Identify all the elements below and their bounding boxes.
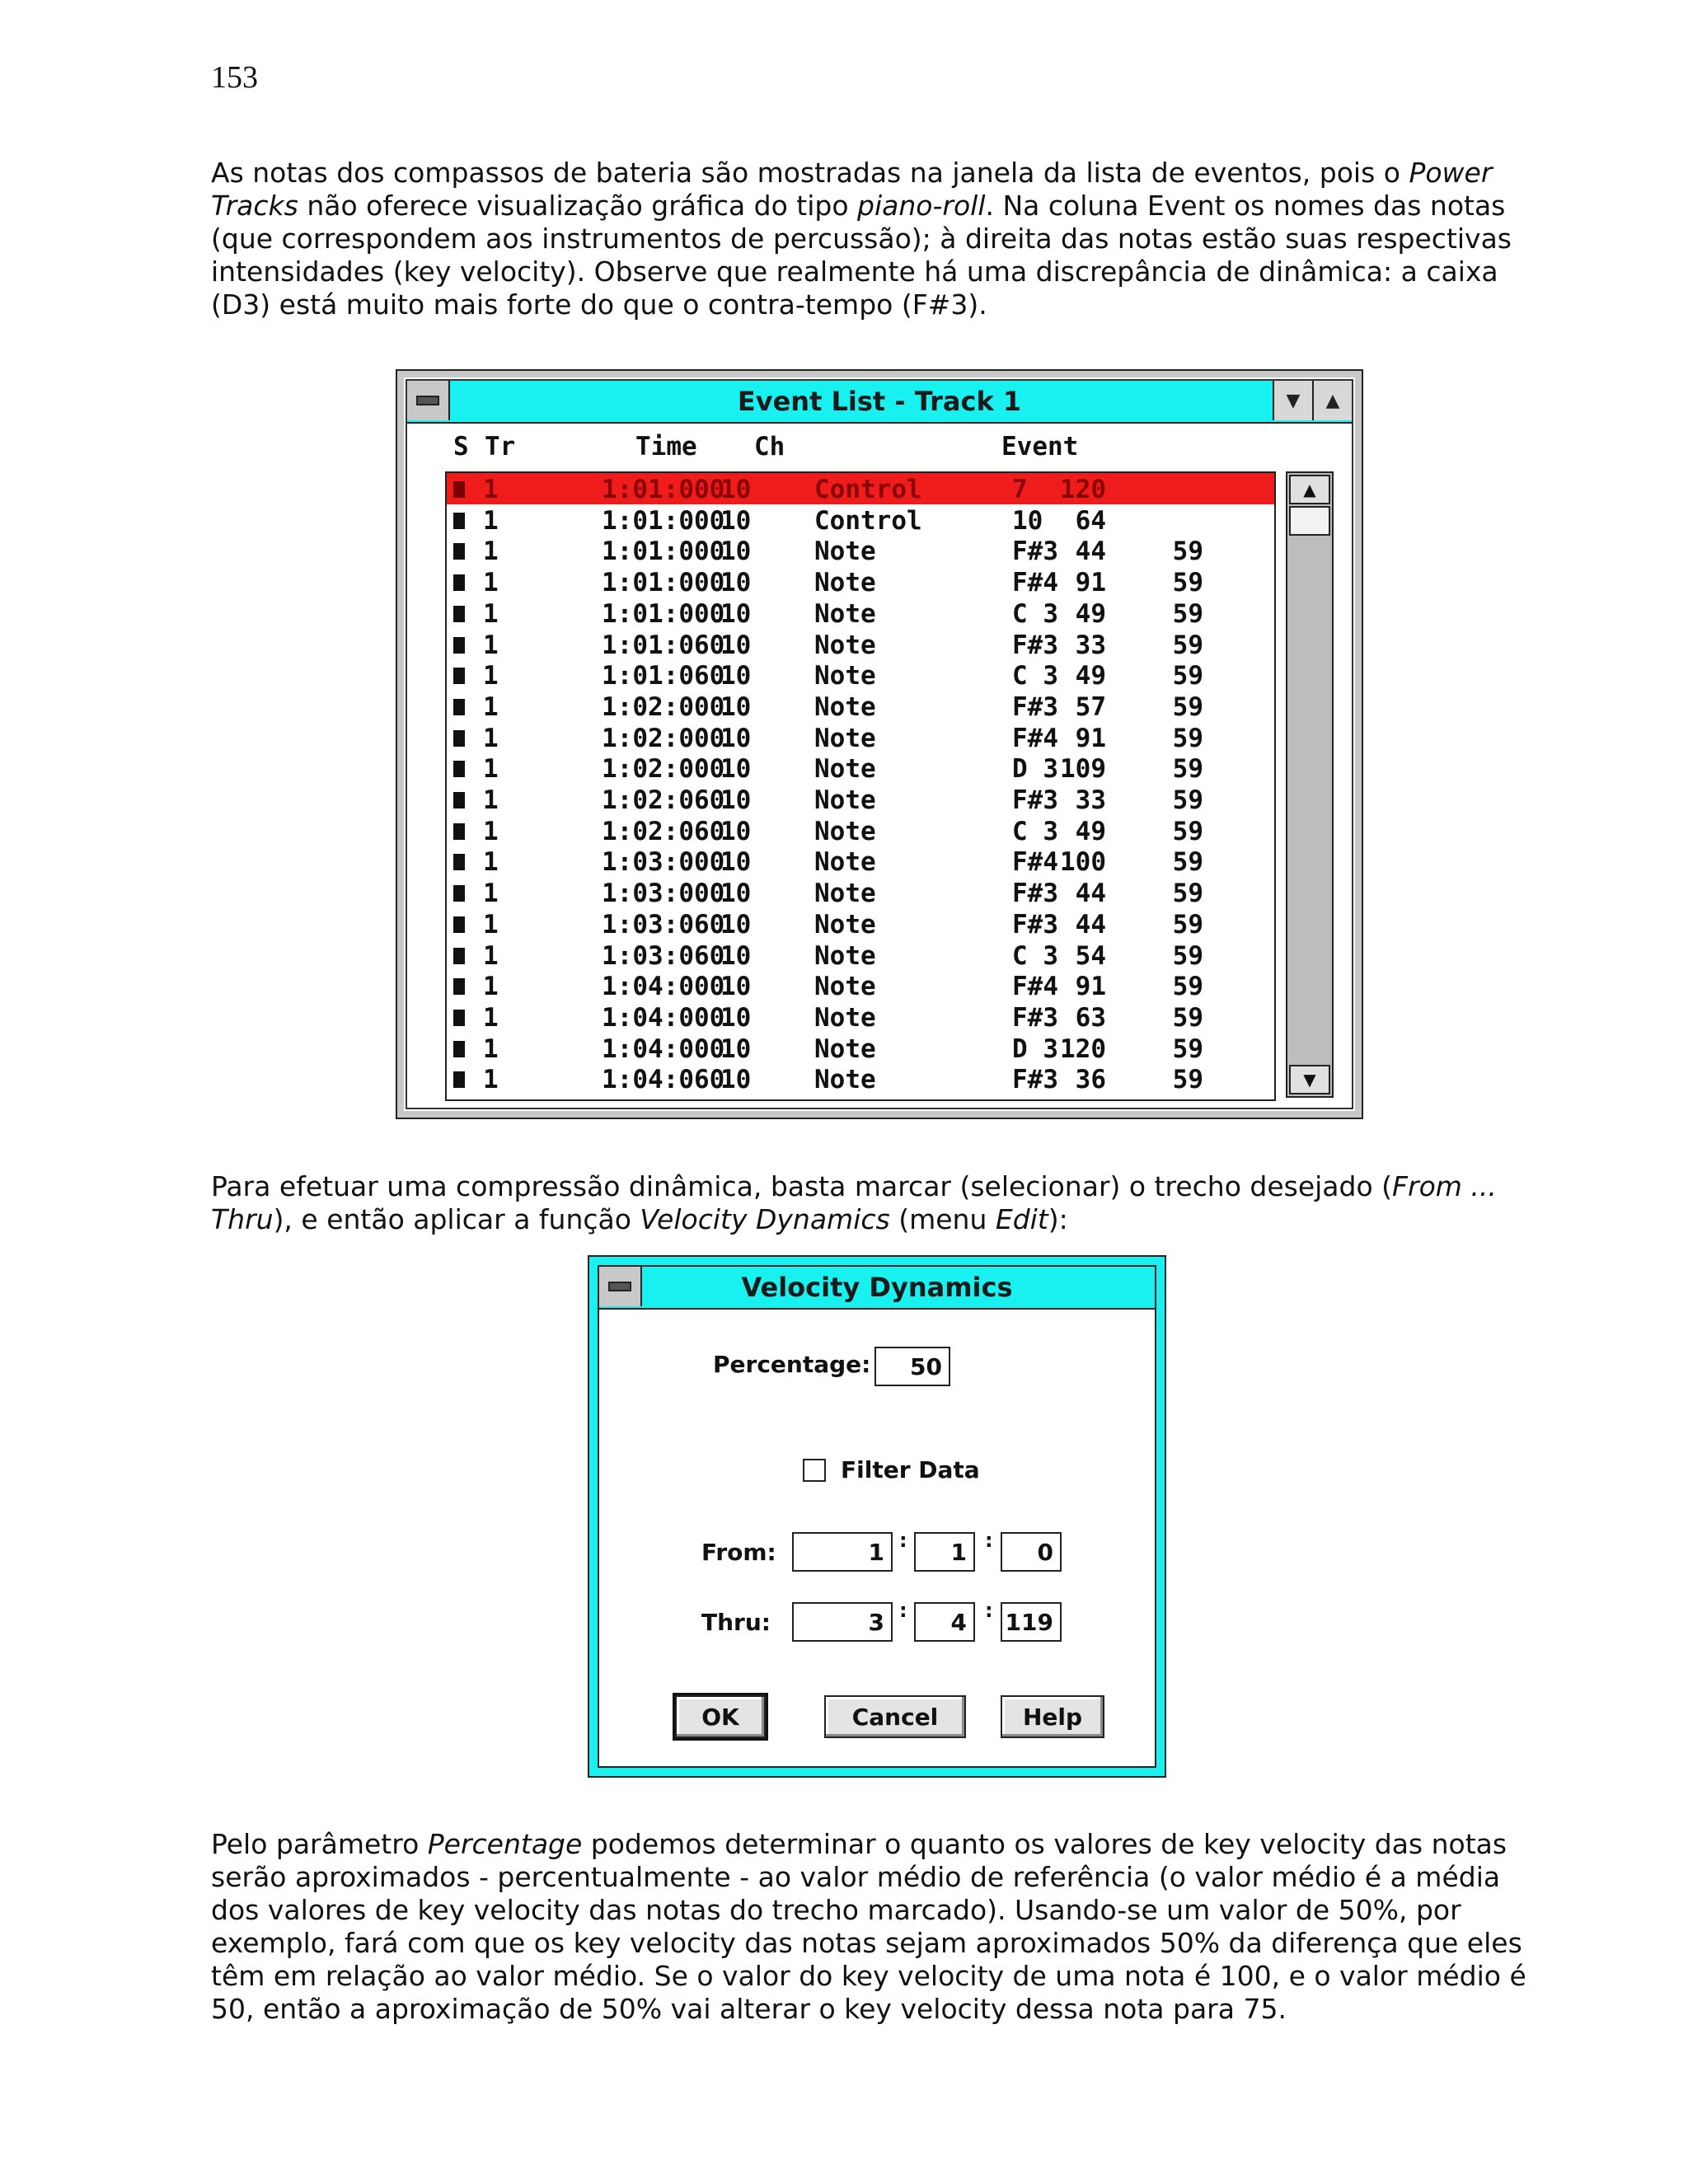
event-cell-time: 1:01:000 [602, 475, 725, 504]
dialog-system-menu-button[interactable] [599, 1267, 642, 1306]
event-cell-time: 1:02:060 [602, 785, 725, 815]
arrow-up-icon: ▲ [1303, 480, 1316, 499]
event-cell-c: 59 [1172, 879, 1203, 909]
separator: : [899, 1599, 907, 1622]
vertical-scrollbar[interactable] [1286, 471, 1334, 1098]
system-menu-icon [608, 1282, 631, 1291]
event-cell-type: Note [814, 1002, 876, 1033]
event-cell-b: 49 [1075, 598, 1106, 629]
event-cell-a: C 3 [1012, 940, 1058, 971]
event-cell-type: Note [814, 537, 876, 567]
event-cell-type: Note [814, 598, 876, 629]
event-cell-tr: 1 [483, 847, 499, 878]
event-cell-ch: 10 [720, 754, 752, 785]
event-cell-tr: 1 [483, 972, 499, 1002]
header-ch: Ch [754, 432, 785, 462]
event-cell-ch: 10 [720, 630, 752, 660]
minimize-button[interactable] [1273, 381, 1312, 420]
event-cell-a: F#4 [1012, 847, 1058, 878]
event-cell-a: F#3 [1012, 691, 1058, 722]
thru-label: Thru: [701, 1609, 771, 1636]
event-cell-type: Note [814, 785, 876, 815]
event-cell-tr: 1 [483, 661, 499, 691]
from-tick-input[interactable]: 0 [1001, 1532, 1062, 1572]
event-cell-c: 59 [1172, 1065, 1203, 1095]
event-cell-a: F#4 [1012, 568, 1058, 598]
window-title: Event List - Track 1 [737, 386, 1022, 417]
event-cell-tr: 1 [483, 909, 499, 940]
event-cell-ch: 10 [720, 505, 752, 536]
status-square-icon [453, 513, 465, 529]
cancel-button[interactable]: Cancel [824, 1695, 966, 1738]
status-square-icon [453, 885, 465, 902]
event-cell-ch: 10 [720, 940, 752, 971]
percentage-input[interactable]: 50 [874, 1347, 950, 1386]
help-button[interactable]: Help [1001, 1695, 1104, 1738]
event-cell-ch: 10 [720, 847, 752, 878]
header-event: Event [1001, 432, 1079, 462]
para-italic: Percentage [427, 1828, 583, 1860]
header-s: S [453, 432, 469, 462]
thru-bar-input[interactable]: 3 [792, 1602, 893, 1642]
event-cell-ch: 10 [720, 909, 752, 940]
event-cell-type: Note [814, 879, 876, 909]
event-cell-time: 1:02:060 [602, 816, 725, 846]
event-row[interactable] [447, 691, 1274, 722]
event-cell-c: 59 [1172, 785, 1203, 815]
thru-beat-input[interactable]: 4 [914, 1602, 975, 1642]
event-cell-c: 59 [1172, 691, 1203, 722]
para-text: ): [1048, 1203, 1068, 1235]
event-cell-tr: 1 [483, 505, 499, 536]
event-cell-time: 1:03:000 [602, 847, 725, 878]
event-cell-tr: 1 [483, 598, 499, 629]
status-square-icon [453, 637, 465, 654]
event-cell-ch: 10 [720, 972, 752, 1002]
event-cell-ch: 10 [720, 598, 752, 629]
event-cell-b: 63 [1075, 1002, 1106, 1033]
event-cell-tr: 1 [483, 537, 499, 567]
system-menu-icon [416, 396, 439, 405]
event-cell-time: 1:03:060 [602, 940, 725, 971]
event-cell-b: 91 [1075, 972, 1106, 1002]
event-cell-tr: 1 [483, 723, 499, 753]
event-cell-a: F#3 [1012, 1065, 1058, 1095]
velocity-dynamics-dialog [588, 1255, 1166, 1778]
event-cell-b: 100 [1060, 847, 1106, 878]
para-italic: Velocity Dynamics [640, 1203, 890, 1235]
event-cell-type: Note [814, 816, 876, 846]
para-text: . Na coluna Event os nomes das notas (que correspondem aos instrumentos de percussão); à direita das notas estão suas respectivas intensidades (key velocity). Observe que realmente há uma discrepância de dinâmica: a caixa (D3) está muito mais forte do que o contra-tempo (F#3). [211, 190, 1512, 321]
status-square-icon [453, 481, 465, 498]
event-cell-a: 7 [1012, 475, 1028, 504]
event-cell-b: 36 [1075, 1065, 1106, 1095]
event-cell-time: 1:03:000 [602, 879, 725, 909]
para-italic: piano-roll [857, 190, 986, 222]
header-tr: Tr [485, 432, 516, 462]
event-cell-ch: 10 [720, 691, 752, 722]
event-cell-c: 59 [1172, 1002, 1203, 1033]
event-cell-tr: 1 [483, 630, 499, 660]
event-cell-c: 59 [1172, 1033, 1203, 1064]
event-row[interactable] [447, 970, 1274, 1001]
event-cell-type: Control [814, 475, 922, 504]
scroll-down-button[interactable] [1289, 1065, 1330, 1094]
event-cell-b: 49 [1075, 661, 1106, 691]
status-square-icon [453, 543, 465, 560]
from-label: From: [701, 1539, 776, 1566]
para-italic: Edit [995, 1203, 1048, 1235]
event-cell-a: F#3 [1012, 785, 1058, 815]
event-cell-a: F#3 [1012, 909, 1058, 940]
event-cell-b: 49 [1075, 816, 1106, 846]
status-square-icon [453, 823, 465, 840]
event-cell-type: Note [814, 1033, 876, 1064]
event-cell-type: Note [814, 661, 876, 691]
event-cell-c: 59 [1172, 847, 1203, 878]
filter-data-label: Filter Data [841, 1456, 980, 1483]
para-italic: Power Tracks [211, 157, 1493, 222]
from-bar-input[interactable]: 1 [792, 1532, 893, 1572]
event-row[interactable] [447, 659, 1274, 691]
event-cell-tr: 1 [483, 1033, 499, 1064]
para-italic: From ... Thru [211, 1170, 1497, 1235]
status-square-icon [453, 948, 465, 964]
triangle-down-icon: ▼ [1286, 390, 1301, 411]
event-row[interactable] [447, 566, 1274, 598]
event-cell-b: 44 [1075, 909, 1106, 940]
event-cell-b: 120 [1060, 475, 1106, 504]
event-row[interactable] [447, 940, 1274, 971]
event-cell-time: 1:02:000 [602, 754, 725, 785]
para-text: Pelo parâmetro [211, 1828, 428, 1860]
event-cell-ch: 10 [720, 1065, 752, 1095]
event-cell-time: 1:01:000 [602, 598, 725, 629]
event-row[interactable] [447, 846, 1274, 877]
event-row[interactable] [447, 877, 1274, 908]
para-text: Para efetuar uma compressão dinâmica, basta marcar (selecionar) o trecho desejado ( [211, 1170, 1393, 1202]
event-cell-b: 91 [1075, 723, 1106, 753]
status-square-icon [453, 1071, 465, 1088]
event-cell-time: 1:01:000 [602, 568, 725, 598]
event-cell-ch: 10 [720, 661, 752, 691]
event-cell-type: Note [814, 723, 876, 753]
event-cell-type: Note [814, 847, 876, 878]
event-cell-a: F#3 [1012, 537, 1058, 567]
event-cell-time: 1:01:000 [602, 537, 725, 567]
event-cell-a: C 3 [1012, 598, 1058, 629]
event-row[interactable] [447, 504, 1274, 536]
status-square-icon [453, 854, 465, 870]
event-row[interactable] [447, 1033, 1274, 1064]
event-cell-tr: 1 [483, 754, 499, 785]
event-row-selected[interactable] [447, 473, 1274, 504]
event-cell-c: 59 [1172, 940, 1203, 971]
event-row[interactable] [447, 629, 1274, 660]
event-cell-ch: 10 [720, 816, 752, 846]
event-cell-a: F#3 [1012, 630, 1058, 660]
event-cell-tr: 1 [483, 691, 499, 722]
event-row[interactable] [447, 1063, 1274, 1094]
separator: : [985, 1599, 993, 1622]
event-cell-type: Note [814, 754, 876, 785]
event-list-titlebar[interactable] [407, 381, 1352, 424]
event-cell-type: Note [814, 940, 876, 971]
event-cell-c: 59 [1172, 537, 1203, 567]
event-cell-b: 33 [1075, 630, 1106, 660]
event-cell-tr: 1 [483, 475, 499, 504]
event-cell-ch: 10 [720, 537, 752, 567]
status-square-icon [453, 699, 465, 715]
event-cell-time: 1:02:000 [602, 691, 725, 722]
status-square-icon [453, 730, 465, 747]
event-cell-a: C 3 [1012, 661, 1058, 691]
ok-button[interactable]: OK [675, 1695, 766, 1738]
arrow-down-icon: ▼ [1303, 1070, 1316, 1090]
event-cell-tr: 1 [483, 816, 499, 846]
event-cell-tr: 1 [483, 1065, 499, 1095]
middle-paragraph [211, 1170, 1546, 1236]
event-cell-c: 59 [1172, 816, 1203, 846]
percentage-label: Percentage: [713, 1351, 871, 1378]
event-cell-tr: 1 [483, 568, 499, 598]
para-text: não oferece visualização gráfica do tipo [298, 190, 858, 222]
dialog-body [598, 1265, 1156, 1768]
triangle-up-icon: ▲ [1325, 390, 1340, 411]
event-cell-time: 1:01:060 [602, 630, 725, 660]
event-list[interactable] [445, 471, 1276, 1101]
event-row[interactable] [447, 598, 1274, 629]
status-square-icon [453, 1010, 465, 1026]
event-cell-type: Note [814, 972, 876, 1002]
event-cell-b: 33 [1075, 785, 1106, 815]
event-cell-a: 10 [1012, 505, 1043, 536]
closing-paragraph [211, 1828, 1546, 2026]
event-cell-b: 109 [1060, 754, 1106, 785]
status-square-icon [453, 792, 465, 808]
event-cell-b: 57 [1075, 691, 1106, 722]
system-menu-button[interactable] [407, 381, 450, 420]
event-cell-b: 54 [1075, 940, 1106, 971]
header-time: Time [635, 432, 697, 462]
dialog-title: Velocity Dynamics [741, 1272, 1013, 1303]
scroll-up-button[interactable] [1289, 475, 1330, 504]
event-cell-tr: 1 [483, 785, 499, 815]
page-number: 153 [211, 60, 258, 95]
status-square-icon [453, 606, 465, 622]
event-cell-tr: 1 [483, 940, 499, 971]
event-cell-a: F#3 [1012, 879, 1058, 909]
scroll-thumb[interactable] [1289, 506, 1330, 536]
event-cell-tr: 1 [483, 879, 499, 909]
status-square-icon [453, 916, 465, 933]
event-cell-type: Note [814, 691, 876, 722]
event-cell-c: 59 [1172, 972, 1203, 1002]
status-square-icon [453, 978, 465, 995]
event-cell-c: 59 [1172, 661, 1203, 691]
para-text: As notas dos compassos de bateria são mostradas na janela da lista de eventos, pois o [211, 157, 1409, 189]
event-cell-time: 1:02:000 [602, 723, 725, 753]
filter-data-checkbox[interactable] [803, 1459, 826, 1482]
status-square-icon [453, 761, 465, 777]
event-cell-ch: 10 [720, 723, 752, 753]
event-row[interactable] [447, 784, 1274, 815]
event-cell-a: C 3 [1012, 816, 1058, 846]
para-text: podemos determinar o quanto os valores de key velocity das notas serão aproximados - percentualmente - ao valor médio de referência (o valor médio é a média dos valores de key velocity das notas do trecho marcado). Usando-se um valor de 50%, por exemplo, fará com que os key velocity das notas sejam aproximados 50% da diferença que eles têm em relação ao valor médio. Se o valor do key velocity de uma nota é 100, e o valor médio é 50, então a aproximação de 50% vai alterar o key velocity dessa nota para 75. [211, 1828, 1526, 2025]
from-beat-input[interactable]: 1 [914, 1532, 975, 1572]
maximize-button[interactable] [1312, 381, 1352, 420]
separator: : [899, 1529, 907, 1552]
event-cell-type: Control [814, 505, 922, 536]
para-text: (menu [889, 1203, 996, 1235]
event-cell-b: 120 [1060, 1033, 1106, 1064]
event-cell-c: 59 [1172, 630, 1203, 660]
event-cell-type: Note [814, 630, 876, 660]
event-cell-time: 1:01:060 [602, 661, 725, 691]
event-cell-c: 59 [1172, 568, 1203, 598]
event-cell-time: 1:04:000 [602, 1033, 725, 1064]
event-cell-a: F#3 [1012, 1002, 1058, 1033]
event-cell-c: 59 [1172, 598, 1203, 629]
event-cell-a: D 3 [1012, 754, 1058, 785]
event-row[interactable] [447, 1001, 1274, 1033]
event-cell-time: 1:04:000 [602, 1002, 725, 1033]
event-cell-b: 91 [1075, 568, 1106, 598]
thru-tick-input[interactable]: 119 [1001, 1602, 1062, 1642]
event-cell-ch: 10 [720, 1033, 752, 1064]
event-cell-a: F#4 [1012, 723, 1058, 753]
event-cell-tr: 1 [483, 1002, 499, 1033]
event-cell-time: 1:03:060 [602, 909, 725, 940]
event-row[interactable] [447, 908, 1274, 940]
event-cell-a: D 3 [1012, 1033, 1058, 1064]
para-text: ), e então aplicar a função [273, 1203, 640, 1235]
event-cell-time: 1:01:000 [602, 505, 725, 536]
event-cell-ch: 10 [720, 568, 752, 598]
event-cell-a: F#4 [1012, 972, 1058, 1002]
event-cell-b: 64 [1075, 505, 1106, 536]
event-list-frame [406, 379, 1353, 1109]
event-row[interactable] [447, 722, 1274, 753]
event-cell-time: 1:04:000 [602, 972, 725, 1002]
event-cell-type: Note [814, 568, 876, 598]
dialog-titlebar[interactable] [599, 1267, 1155, 1310]
event-cell-ch: 10 [720, 475, 752, 504]
event-cell-b: 44 [1075, 879, 1106, 909]
event-cell-ch: 10 [720, 785, 752, 815]
intro-paragraph [211, 157, 1546, 321]
event-cell-type: Note [814, 1065, 876, 1095]
event-row[interactable] [447, 752, 1274, 784]
event-row[interactable] [447, 815, 1274, 846]
event-row[interactable] [447, 535, 1274, 566]
status-square-icon [453, 668, 465, 684]
separator: : [985, 1529, 993, 1552]
status-square-icon [453, 574, 465, 591]
event-cell-c: 59 [1172, 754, 1203, 785]
event-cell-c: 59 [1172, 909, 1203, 940]
event-cell-c: 59 [1172, 723, 1203, 753]
event-cell-b: 44 [1075, 537, 1106, 567]
event-list-header [407, 432, 1352, 462]
event-cell-time: 1:04:060 [602, 1065, 725, 1095]
event-cell-ch: 10 [720, 879, 752, 909]
event-cell-ch: 10 [720, 1002, 752, 1033]
event-cell-type: Note [814, 909, 876, 940]
event-list-window [396, 369, 1363, 1119]
status-square-icon [453, 1041, 465, 1057]
